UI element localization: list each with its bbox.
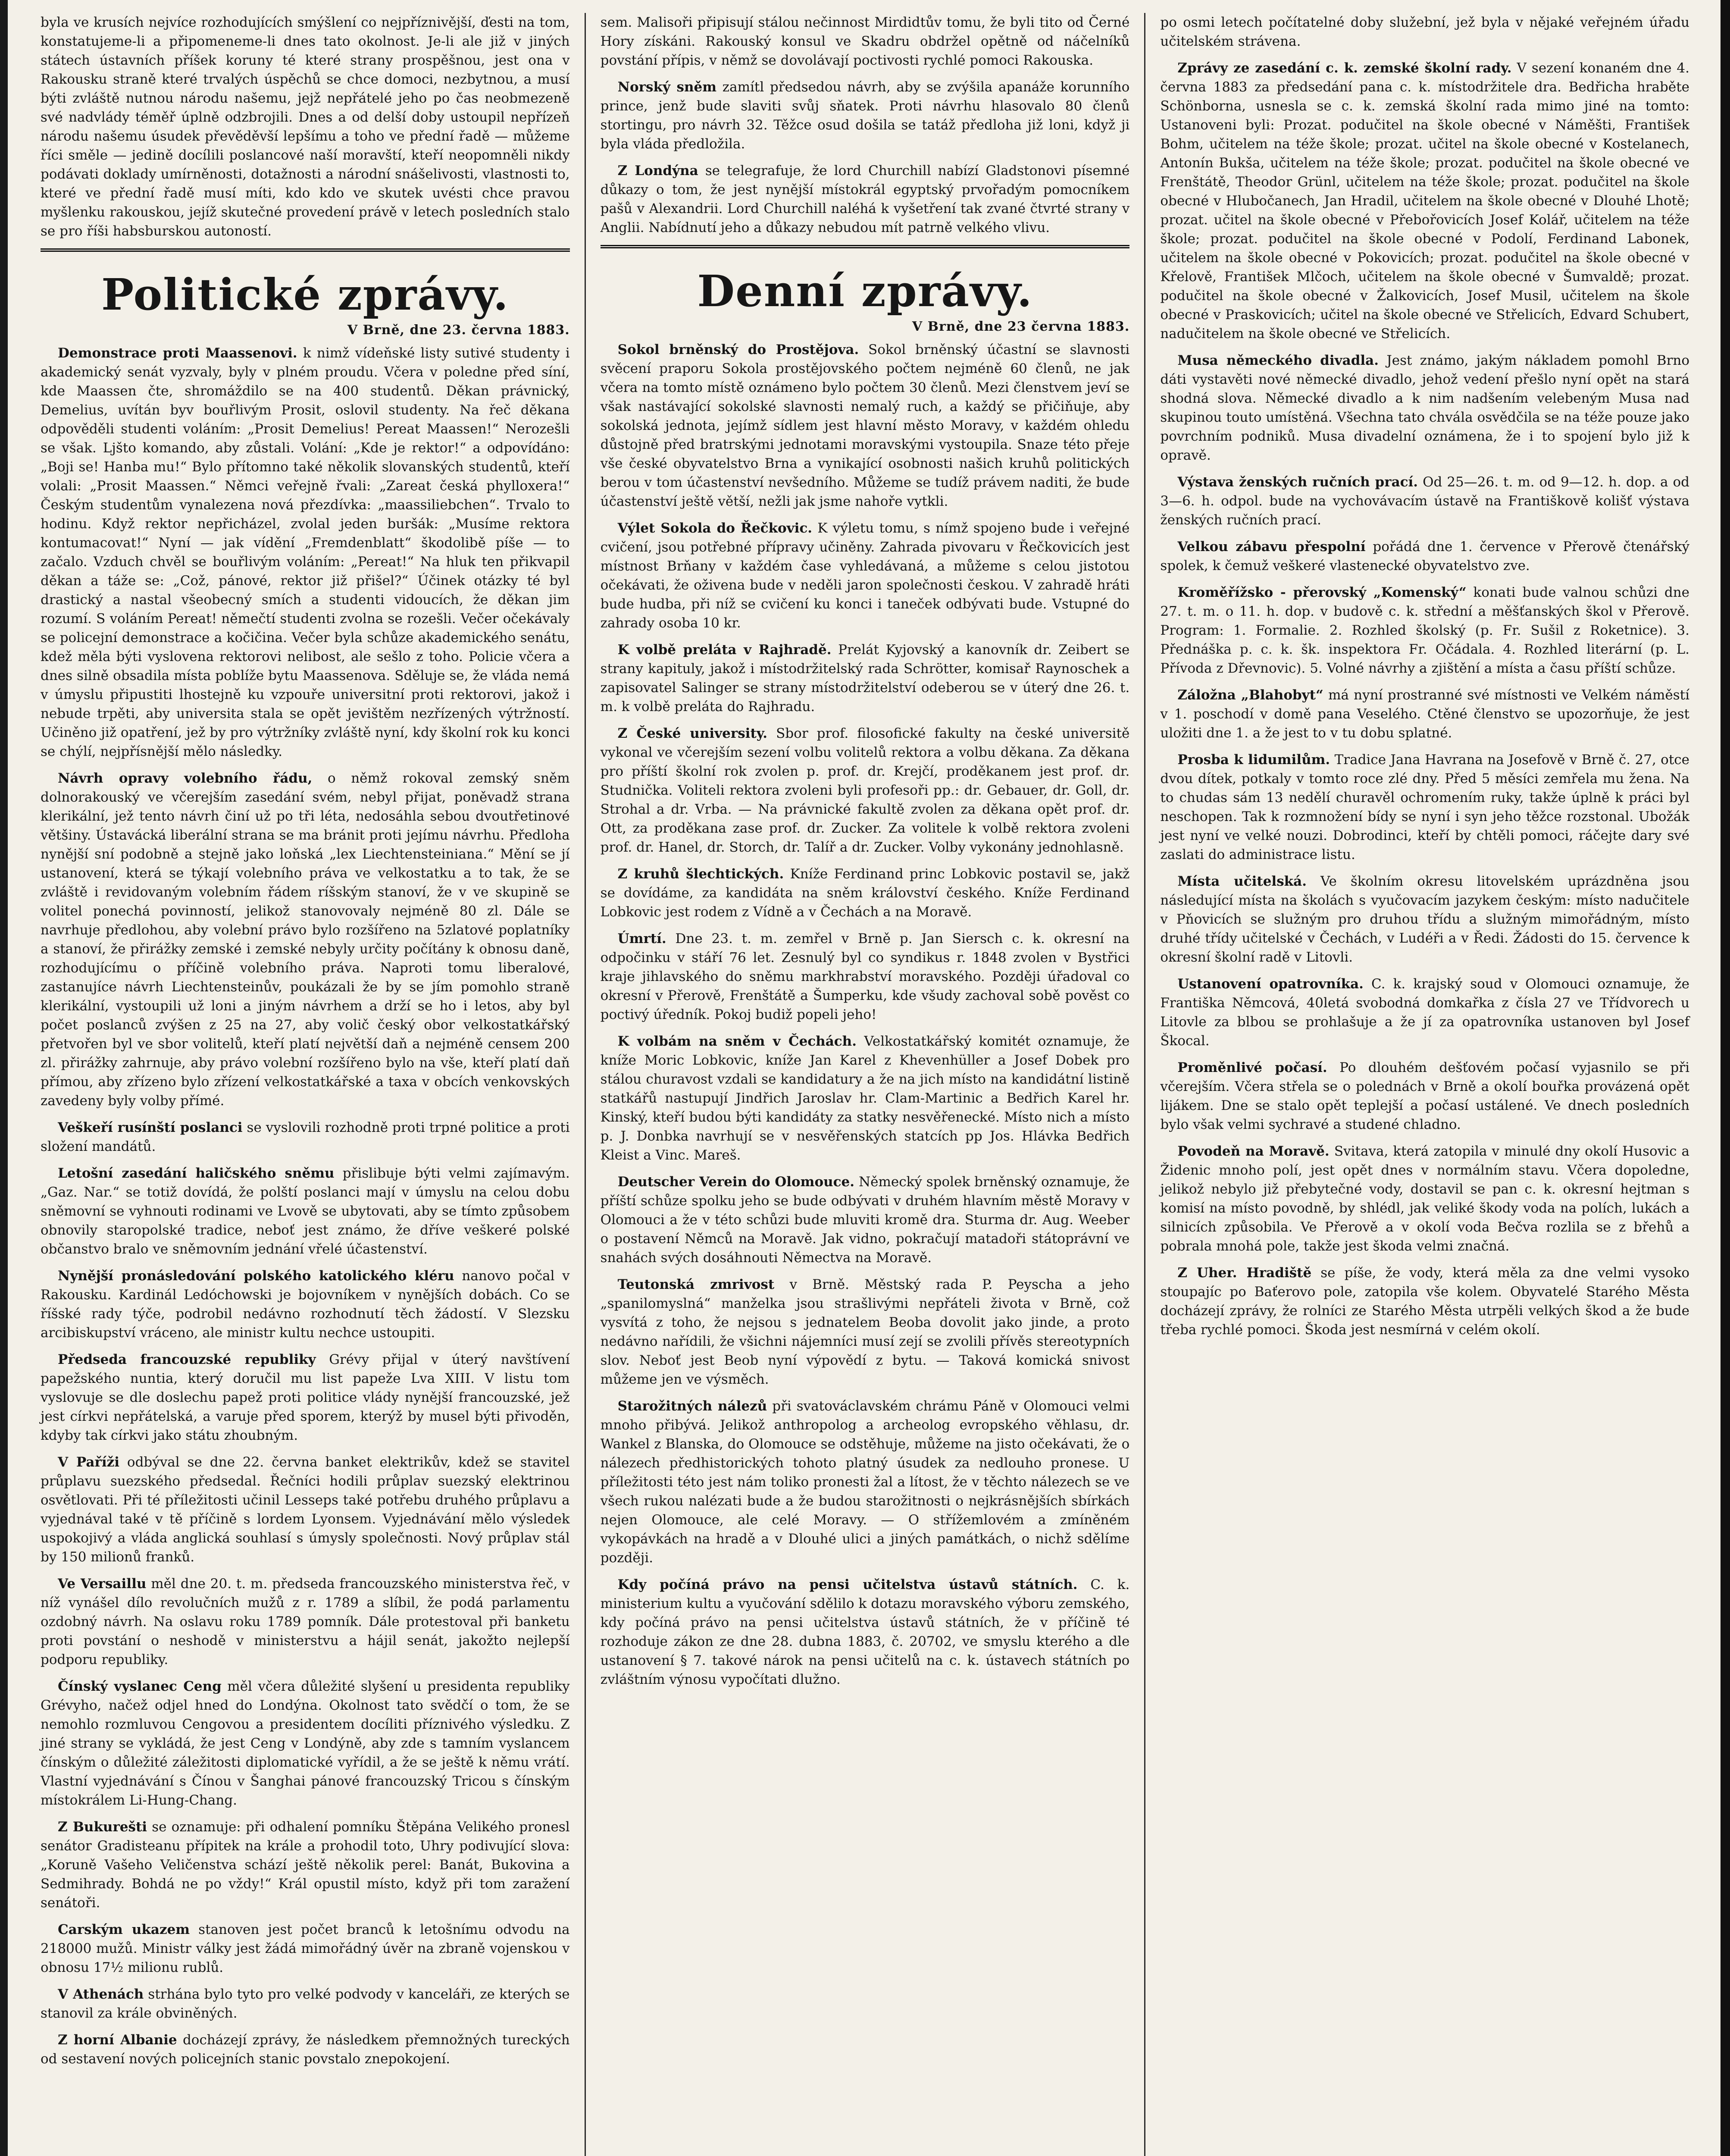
news-item-headline: Z Uher. Hradiště xyxy=(1177,1265,1312,1281)
news-item-body: Německý spolek brněnský oznamuje, že příští schůze spolku jeho se bude odbývati v druhém hlavním městě Moravy v Olomouci a že v této schůzi bude mluviti kromě dra. Sturma dr. Aug. Weeber o postavení Němců na Moravě. Jak vidno, pokračují matadoři státoprávní ve snahách svých dosáhnouti Němectva na Moravě. xyxy=(600,1174,1130,1266)
column2-article-list xyxy=(601,340,1130,1689)
news-item xyxy=(41,2031,570,2068)
news-item xyxy=(1160,750,1689,864)
news-item-headline: Výstava ženských ručních prací. xyxy=(1177,474,1418,490)
news-item-headline: Teutonská zmrivost xyxy=(617,1277,775,1292)
news-item xyxy=(1160,537,1689,575)
news-item-body: Sokol brněnský účastní se slavnosti svěcení praporu Sokola prostějovského počtem nejméně 60 členů, ne jak včera na tomto místě oznámeno bylo počtem 30 členů. Mezi členstvem jeví se však nastávající sokolské slavnosti nemalý ruch, a každý se přičiňuje, aby sokolská jednota, jejímž sídlem jest hlavní město Moravy, v každém ohledu důstojně před bratrskými jednotami moravskými vystoupila. Snaze této přeje vše české obyvatelstvo Brna a vynikající osobnosti našich kruhů politických berou v tom účastenství nevšedního. Můžeme se tudíž právem naditi, že bude účastenství ještě větší, nežli jak jsme nahoře vytkli. xyxy=(600,342,1130,509)
column2-top-article-list xyxy=(601,78,1130,237)
news-item-body: docházejí zprávy, že následkem přemnožných tureckých od sestavení nových policejních stanic povstalo znepokojení. xyxy=(41,2032,570,2067)
news-item-headline: Zprávy ze zasedání c. k. zemské školní rady. xyxy=(1177,60,1512,76)
news-item-headline: Ustanovení opatrovníka. xyxy=(1177,976,1364,992)
news-item xyxy=(41,1920,570,1977)
news-item-headline: Veškeří rusínští poslanci xyxy=(58,1120,243,1135)
news-item xyxy=(601,865,1130,921)
scan-edge-left xyxy=(0,0,8,2156)
news-item-body: V sezení konaném dne 4. června 1883 za předsedání pana c. k. místodržitele dra. Bedřicha hraběte Schönborna, usnesla se c. k. zemská školní rada mimo jiné na tomto: Ustanoveni byli: Prozat. podučitel na škole obecné v Náměšti, František Bohm, učitelem na téže škole; prozat. učitel na škole obecné v Kostelanech, Antonín Bukša, učitelem na téže škole; prozat. podučitel na škole obecné ve Frenštátě, Theodor Grünl, učitelem na téže škole; prozat. podučitel na škole obecné v Hlubočanech, Jan Hradil, učitelem na škole obecné v Dlouhé Lhotě; prozat. učitel na škole obecné v Přebořovicích Josef Kolář, učitelem na téže škole; prozat. podučitel na škole obecné v Podolí, Ferdinand Labonek, učitelem na škole obecné v Pokovicích; prozat. podučitel na škole obecné v Křelově, František Mlčoch, učitelem na škole obecné v Šumvaldě; prozat. podučitel na škole obecné v Žalkovicích, Josef Musil, učitelem na škole obecné v Praskovicích; učitel na škole obecné ve Střelicích, Edvard Schubert, nadučitelem na škole obecné ve Střelicích. xyxy=(1160,60,1690,342)
news-item xyxy=(41,1266,570,1342)
news-item-body: se telegrafuje, že lord Churchill nabízí Gladstonovi písemné důkazy o tom, že jest nynější místokrál egyptský prvořadým pomocníkem pašů v Alexandrii. Lord Churchill naléhá k vyšetření tak zvané čtvrté strany v Anglii. Nabídnutí jeho a důkazy nebudou mít patrně velkého vlivu. xyxy=(600,163,1130,235)
news-item xyxy=(41,1985,570,2023)
news-item-body: Grévy přijal v úterý navštívení papežského nuntia, který doručil mu list papeže Lva XIII. V listu tom vyslovuje se dle doslechu papež proti politice vlády nynější francouzské, jež jest církvi nepřátelská, a varuje před sporem, kterýž by musel býti přivoděn, kdyby tak církvi jako státu zhoubným. xyxy=(41,1352,570,1443)
news-item xyxy=(41,1677,570,1810)
news-item-headline: Musa německého divadla. xyxy=(1177,353,1379,368)
column3-lead-text: po osmi letech počítatelné doby služební, jež byla v nějaké veřejném úřadu učitelském strávena. xyxy=(1160,15,1690,49)
news-item-body: Prelát Kyjovský a kanovník dr. Zeibert se strany kapituly, jakož i místodržitelský rada Schrötter, komisař Raynoschek a zapisovatel Salinger se strany místodržitelství odeberou se v úterý dne 26. t. m. k volbě preláta do Rajhradu. xyxy=(600,642,1130,714)
news-item-headline: Carským ukazem xyxy=(58,1922,190,1937)
column-2 xyxy=(586,13,1146,2156)
news-item-headline: Předseda francouzské republiky xyxy=(58,1352,316,1367)
news-item-headline: Deutscher Verein do Olomouce. xyxy=(617,1174,855,1190)
news-item-body: přislibuje býti velmi zajímavým. „Gaz. Nar.“ se totiž dovídá, že polští poslanci mají v úmyslu na celou dobu sněmovní se vyhnouti rodinami ve Lvově se ubytovati, aby se tímto způsobem obnovily staropolské tradice, neboť jest známo, že dříve veškeré polské občanstvo bralo ve sněmovním jednání vřelé účastenství. xyxy=(41,1166,570,1257)
news-item xyxy=(1160,473,1689,530)
news-item-body: se píše, že vody, která měla za dne velmi vysoko stoupajíc po Baťerovo pole, zatopila vše kolem. Obyvatelé Starého Města docházejí zprávy, že rolníci ze Starého Města utrpěli velkých škod a že bude třeba rychlé pomoci. Škoda jest nesmírná v celém okolí. xyxy=(1160,1265,1690,1338)
news-item-headline: Prosba k lidumilům. xyxy=(1177,752,1330,768)
column2-lead-text: sem. Malisoři připisují stálou nečinnost Mirdidtův tomu, že byli tito od Černé Hory získáni. Rakouský konsul ve Skadru obdržel opětně od náčelníků povstání přípis, v němž se dovolávají poctivosti rychlé pomoci Rakouska. xyxy=(600,15,1130,68)
news-item-body: nanovo počal v Rakousku. Kardinál Ledóchowski je bojovníkem v nynějších dobách. Co se říšské rady týče, podrobil nedávno rozhodnutí těch žádostí. V Slezsku arcibiskupství vráceno, ale ministr kultu nechce ustoupiti. xyxy=(41,1268,570,1341)
news-item-body: zamítl předsedou návrh, aby se zvýšila apanáže korunního prince, jenž bude slaviti svůj sňatek. Proti návrhu hlasovalo 80 členů stortingu, pro návrh 32. Těžce osud došila se tatáž předloha již loni, když ji byla vláda předložila. xyxy=(600,79,1130,152)
news-item-body: strhána bylo tyto pro velké podvody v kanceláři, ze kterých se stanovil za krále obviněných. xyxy=(41,1987,570,2021)
news-item xyxy=(601,519,1130,633)
news-item xyxy=(601,1575,1130,1689)
news-item-body: C. k. ministerium kultu a vyučování sdělilo k dotazu moravského výboru zemského, kdy počíná právo na pensi učitelstva ústavů státních, že v příčině té rozhoduje zákon ze dne 28. dubna 1883, č. 20702, ve smyslu kterého a dle ustanovení § 7. takové nárok na pensi učitelů na c. k. ústavech státních po zvláštním výnosu vypočítati dlužno. xyxy=(600,1577,1130,1687)
news-item xyxy=(601,1275,1130,1389)
news-item-body: Svitava, která zatopila v minulé dny okolí Husovic a Židenic mnoho polí, jest opět dnes v normálním stavu. Včera dopoledne, jelikož nebylo již přebytečné vody, dostavil se pan c. k. okresní hejtman s komisí na místo povodně, by shlédl, jak veliké škody voda na polích, lukách a silnicích způsobila. Ve Přerově a v okolí voda Bečva rozlila se z břehů a pobrala mnohá pole, takže jest škoda velmi značná. xyxy=(1160,1144,1690,1254)
news-item-body: Jest známo, jakým nákladem pomohl Brno dáti vystavěti nové německé divadlo, jehož vedení přešlo nyní opět na stará shodná slova. Německé divadlo a k nim nadšením velebeným Musa nad skupinou touto umístěná. Všechna tato chvála osvědčila se na téže pouze jako povrchním podniků. Musa divadelní oznámena, že i to spojení bylo již k opravě. xyxy=(1160,353,1690,463)
news-item xyxy=(601,929,1130,1024)
news-item xyxy=(41,344,570,761)
column1-article-list xyxy=(41,344,570,2068)
news-item xyxy=(41,1453,570,1567)
news-item-headline: Místa učitelská. xyxy=(1177,874,1307,889)
section-title-politicke-zpravy: Politické zprávy. xyxy=(101,269,509,320)
news-item-headline: Čínský vyslanec Ceng xyxy=(58,1679,222,1694)
news-item-body: pořádá dne 1. července v Přerově čtenářský spolek, k čemuž veškeré vlastenecké obyvatelstvo zve. xyxy=(1160,539,1689,573)
news-item-headline: Úmrtí. xyxy=(617,931,666,946)
news-item-headline: Z Londýna xyxy=(617,163,698,179)
news-item-body: měl včera důležité slyšení u presidenta republiky Grévyho, načež odjel hned do Londýna. Okolnost tato svědčí o tom, že se nemohlo rozmluvou Cengovou a presidentem docíliti příznivého výsledku. Z jiné strany se vykládá, že jest Ceng v Londýně, aby zde s tamním vyslancem čínským o důležité záležitosti diplomatické vyřídil, a že se ještě k němu vrátí. Vlastní vyjednávání s Čínou v Šanghai pánové francouzský Tricou s čínským místokrálem Li-Hung-Chang. xyxy=(41,1679,570,1808)
news-item-body: k nimž vídeňské listy sutivé studenty i akademický senát vyzvaly, byly v plném proudu. Včera v poledne před síní, kde Maassen čte, shromáždilo se na 400 studentů. Děkan právnický, Demelius, uvítán byv bouřlivým Prosit, oslovil studenty. Na řeč děkana odpověděli studenti voláním: „Prosit Demelius! Pereat Maassen!“ Nerozešli se však. Ljšto komando, aby zůstali. Volání: „Kde je rektor!“ a odpovídáno: „Boji se! Hanba mu!“ Bylo přítomno také několik slovanských studentů, kteří volali: „Prosit Maassen.“ Němci veřejně řvali: „Zareat česká phylloxera!“ Českým studentům vynalezena nová přezdívka: „maassiliebchen“. Trvalo to hodinu. Když rektor nepřicházel, zvolal jeden buršák: „Musíme rektora kontumacovat!“ Nyní — jak vídění „Fremdenblatt“ škodolibě píše — to začalo. Vzduch chvěl se bouřlivým voláním: „Pereat!“ Na hluk ten přikvapil děkan a táže se: „Což, pánové, rektor již přišel?“ Účinek otázky té byl drastický a nastal všeobecný smích a studenti vidoucích, že děkan jim rozumí. S voláním Pereat! němečtí studenti zvolna se rozešli. Večer očekávaly se policejní demonstrace a kočičina. Večer byla schůze akademického senátu, kdež měla býti vyslovena rektorovi nelibost, ale sešlo z toho. Policie včera a dnes silně obsadila místa poblíže bytu Maassenova. Sděluje se, že vláda nemá v úmyslu připustiti lhostejně ku vzpouře universitní proti rektorovi, jakož i nebude trpěti, aby universita stala se opět jevištěm nezřízených výtržností. Učiněno již opatření, jež by pro výtržníky zvláště nyní, kdy školní rok ku konci se chýlí, nejpřísnější mělo následky. xyxy=(41,345,570,759)
news-item-body: Tradice Jana Havrana na Josefově v Brně č. 27, otce dvou dítek, potkaly v tomto roce zlé dny. Před 5 měsíci zemřela mu žena. Na to chudas sám 13 nedělí churavěl ochromením ruky, takže úplně k práci byl neschopen. Tak k rozmnožení bídy se nyní i syn jeho těžce rozstonal. Ubožák jest nyní ve velké nouzi. Dobrodinci, kteří by chtěli pomoci, ráčejte dary své zaslati do administrace listu. xyxy=(1160,752,1690,862)
column-1 xyxy=(26,13,586,2156)
column1-lead-text: byla ve krusích nejvíce rozhodujících smýšlení co nejpříznivější, ďesti na tom, konstatujeme-li a připomeneme-li dnes tato okolnost. Je-li ale již v jiných státech ústavních příšek koruny té které strany prospěšnou, jest ona v Rakousku straně které trvalých úspěchů se chce domoci, nezbytnou, a musí býti zvláště nutnou národu našemu, jejž nepřátelé jeho po čas neobmezeně své nadvlády téměř úplně odzbrojili. Dnes a od delší doby ustoupil nepřízeň národu našemu úsudek převěděvší lepšímu a toho ve přední řadě — můžeme říci směle — jedině docílili poslancové naší moravští, kteří neopomněli nikdy podávati doklady umírněnosti, dotažnosti a národní snášelivosti, vlastnosti to, které ve přední řadě musí míti, kdo kdo ve skutek uvésti chce pravou myšlenku rakouskou, jejíž skutečné provedení právě v letech posledních stalo se pro říši habsburskou autoností. xyxy=(41,15,570,239)
section-divider xyxy=(601,245,1130,248)
columns-container xyxy=(26,13,1704,2156)
news-item-headline: Kroměřížsko - přerovský „Komenský“ xyxy=(1177,585,1467,600)
news-item-headline: Proměnlivé počasí. xyxy=(1177,1060,1327,1075)
news-item-headline: Návrh opravy volebního řádu, xyxy=(58,771,313,786)
news-item-body: Ve školním okresu litovelském uprázdněna jsou následující místa na školách s vyučovacím jazykem českým: místo nadučitele v Pňovicích se služným pro druhou třídu a služným mimořádným, místo druhé třídy učitelské v Čechách, v Ludéři a v Ředi. Žádosti do 15. července k okresní školní radě v Litovli. xyxy=(1160,874,1690,965)
news-item-body: při svatováclavském chrámu Páně v Olomouci velmi mnoho přibývá. Jelikož anthropolog a archeolog evropského věhlasu, dr. Wankel z Blanska, do Olomouce se odstěhuje, můžeme na jisto očekávati, že o nálezech předhistorických tohoto platný úsudek za nedlouho pronese. U příležitosti této jest nám toliko pronesti žal a lítost, že v těchto nálezech se ve všech rukou nalézati bude a že budou starožitnosti o nejkrásnějších sbírkách nejen Olomouce, ale celé Moravy. — O střížemlovém a zmíněném vykopávkách na hradě a v Dlouhé ulici a jiných památkách, o nichž sdělíme později. xyxy=(600,1398,1130,1566)
news-item-headline: Starožitných nálezů xyxy=(617,1398,767,1414)
news-item-headline: Ve Versaillu xyxy=(58,1576,147,1592)
news-item-body: K výletu tomu, s nímž spojeno bude i veřejné cvičení, jsou potřebné přípravy učiněny. Zahrada pivovaru v Řečkovicích jest místnost Brňany v každém čase vyhledávaná, a můžeme s celou jistotou očekávati, že oživena bude v neděli jaron společnosti českou. V zahradě hráti bude hudba, při níž se cvičení ku konci i taneček odbývati bude. Vstupné do zahrady osoba 10 kr. xyxy=(600,520,1130,631)
news-item-headline: Kdy počíná právo na pensi učitelstva ústavů státních. xyxy=(617,1577,1078,1592)
news-item-body: o němž rokoval zemský sněm dolnorakouský ve včerejším zasedání svém, nebyl přijat, poněvadž strana klerikální, jež tento návrh činí už po tři léta, nedosáhla sebou dvoutřetinové většiny. Ústavácká liberální strana se ma bránit proti jejímu návrhu. Předloha nynější sní podobně a stejně jako loňská „lex Liechtensteiniana.“ Mění se jí ustanovení, která se týkají volebního práva ve velkostatku a to tak, že se zvláště i revidovaným volebním řádem ríšským stanoví, že v ve skupině se volitel ponechá povinností, jelikož stanovovaly nejméně 80 zl. Dále se navrhuje předlohou, aby volební právo bylo rozšířeno na 5zlatové poplatníky a stanoví, že přirážky zemské i zemské nebyly určity počítány k obnosu daně, rozhodujícímu o příčině volebního práva. Naproti tomu liberalové, zastanujíce návrh Liechtensteinův, poukázali že by se jím pomohlo straně klerikální, vystoupili už loni a jiným návrhem a drží se ho i letos, aby byl počet poslanců zvýšen z 25 na 27, aby volič český obor velkostatkářský přetvořen byl ve sbor volitelů, kteří platí největší daň a nejméně censem 200 zl. přirážky zahrnuje, aby právo volební rozšířeno bylo na vše, kteří platí daň přímou, aby zřízeno bylo zřízení velkostatkářské a taxa v obcích venkovských zavedeny byly volby přímé. xyxy=(41,771,570,1109)
news-item-body: Od 25—26. t. m. od 9—12. h. dop. a od 3—6. h. odpol. bude na vychovávacím ústavě na Františkově kolišť výstava ženských ručních prací. xyxy=(1160,474,1690,528)
news-item-headline: Z Bukurešti xyxy=(58,1819,147,1835)
section-title-denni-zpravy: Denní zprávy. xyxy=(697,266,1033,317)
dateline-denni: V Brně, dne 23 června 1883. xyxy=(912,319,1130,334)
news-item-body: odbýval se dne 22. června banket elektrikův, kdež se stavitel průplavu suezského předsedal. Řečníci hodili průplav suezský elektrinou osvětlovati. Při té příležitosti učinil Lesseps také potřebu druhého průplavu a vyjednával také v tě příčině s lordem Lyonsem. Vyjednávání mělo výsledek uspokojivý a vláda anglická souhlasí s úmysly společnosti. Nový průplav stál by 150 milionů franků. xyxy=(41,1454,570,1565)
news-item xyxy=(1160,686,1689,743)
news-item xyxy=(1160,1058,1689,1134)
news-item xyxy=(601,1397,1130,1567)
news-item xyxy=(1160,975,1689,1050)
news-item-body: Dne 23. t. m. zemřel v Brně p. Jan Siersch c. k. okresní na odpočinku v stáří 76 let. Zesnulý byl co syndikus r. 1848 zvolen v Bystřici kraje jihlavského do sněmu markhrabství moravského. Později úřadoval co okresní v Přerově, Frenštátě a Šumperku, kde všudy zachoval sobě pověst co poctivý úředník. Pokoj budiž popeli jeho! xyxy=(600,931,1130,1022)
news-item-body: Kníže Ferdinand princ Lobkovic postavil se, jakž se dovídáme, za kandidáta na sněm království českého. Kníže Ferdinand Lobkovic jest rodem z Vídně a v Čechách a na Moravě. xyxy=(600,866,1130,920)
news-item-body: C. k. krajský soud v Olomouci oznamuje, že Františka Němcová, 40letá svobodná domkařka z čísla 27 ve Třídvorech u Litovle za blbou se prohlašuje a že jí za opatrovníka ustanoven byl Josef Škocal. xyxy=(1160,976,1690,1049)
news-item xyxy=(41,1818,570,1912)
news-item xyxy=(1160,59,1689,343)
news-item xyxy=(1160,583,1689,678)
news-item-headline: Letošní zasedání haličského sněmu xyxy=(58,1166,335,1181)
news-item xyxy=(1160,1263,1689,1339)
news-item-headline: Z horní Albanie xyxy=(58,2032,177,2048)
news-item xyxy=(41,1118,570,1156)
news-item xyxy=(41,1350,570,1445)
dateline-politicke: V Brně, dne 23. června 1883. xyxy=(347,323,570,338)
news-item-headline: Výlet Sokola do Řečkovic. xyxy=(617,520,813,536)
news-item-headline: Norský sněm xyxy=(617,79,717,95)
news-item-headline: Povodeň na Moravě. xyxy=(1177,1144,1330,1159)
news-item xyxy=(41,769,570,1110)
scan-edge-right xyxy=(1721,0,1730,2156)
news-item-body: v Brně. Městský rada P. Peyscha a jeho „spanilomyslná“ manželka jsou strašlivými nepřáteli života v Brně, což vysvítá z toho, že nejsou s jednatelem Beoba dovolit jako jinde, a proto nedávno nařídili, že všichni nájemníci musí zejí se zvolili přívěs stereotypních slov. Neboť jest Beob nyní výpovědí z bytu. — Taková komická snivost můžeme jen ve výsměch. xyxy=(600,1277,1130,1387)
news-item xyxy=(1160,872,1689,967)
news-item xyxy=(601,1172,1130,1267)
section-divider xyxy=(41,248,570,252)
news-item-body: stanoven jest počet branců k letošnímu odvodu na 218000 mužů. Ministr války jest žádá mimořádný úvěr na zbraně vojenskou v obnosu 17½ milionu rublů. xyxy=(41,1922,570,1975)
news-item xyxy=(601,640,1130,716)
news-item-headline: K volbě preláta v Rajhradě. xyxy=(617,642,832,658)
news-item xyxy=(601,340,1130,511)
news-item-headline: Nynější pronásledování polského katolického kléru xyxy=(58,1268,454,1284)
news-item-headline: Sokol brněnský do Prostějova. xyxy=(617,342,859,357)
news-item-body: měl dne 20. t. m. předseda francouzského ministerstva řeč, v níž vynášel dílo revolučních mužů z r. 1789 a slíbil, že podá parlamentu ozdobný návrh. Na oslavu roku 1789 pomník. Dále protestoval při banketu proti povstání o neshodě v ministerstvu a hájil senát, jakožto nejlepší podporu republiky. xyxy=(41,1576,570,1667)
news-item-headline: Z kruhů šlechtických. xyxy=(617,866,784,882)
column-3 xyxy=(1145,13,1704,2156)
news-item xyxy=(601,161,1130,237)
news-item-headline: Demonstrace proti Maassenovi. xyxy=(58,345,297,361)
news-item-headline: Velkou zábavu přespolní xyxy=(1177,539,1366,555)
news-item-body: konati bude valnou schůzi dne 27. t. m. o 11. h. dop. v budově c. k. střední a měšťanských škol v Přerově. Program: 1. Formalie. 2. Rozhled školský (p. Fr. Sušil z Roketnice). 3. Přednáška p. c. k. šk. inspektora Fr. Očádala. 4. Rozhled literární (p. L. Přívoda z Dřevnovic). 5. Volné návrhy a zjištění a místa a času příští schůze. xyxy=(1160,585,1690,676)
news-item xyxy=(1160,1142,1689,1256)
news-item xyxy=(41,1164,570,1259)
news-item-headline: Z České university. xyxy=(617,726,768,741)
news-item xyxy=(601,78,1130,154)
news-item-body: Po dlouhém dešťovém počasí vyjasnilo se při včerejším. Včera střela se o polednách v Brně a okolí bouřka provázená opět lijákem. Dne se stalo opět teplejší a počasí ustálené. Ve dnech posledních bylo však velmi sychravé a studené chladno. xyxy=(1160,1060,1690,1132)
news-item xyxy=(601,724,1130,857)
news-item-headline: K volbám na sněm v Čechách. xyxy=(617,1034,857,1049)
news-item xyxy=(1160,351,1689,465)
news-item-body: se oznamuje: při odhalení pomníku Štěpána Velikého pronesl senátor Gradisteanu přípitek na krále a prohodil toto, Uhry podivující slova: „Koruně Vašeho Veličenstva schází ještě několik perel: Banát, Bukovina a Sedmihrady. Bohdá ne po vždy!“ Král opustil místo, když při tom zaražení senátoři. xyxy=(41,1819,570,1911)
news-item xyxy=(41,1574,570,1669)
column3-article-list xyxy=(1160,59,1689,1339)
news-item-body: Sbor prof. filosofické fakulty na české universitě vykonal ve včerejším sezení volbu volitelů rektora a volbu děkana. Za děkana pro příští školní rok zvolen p. prof. dr. Krejčí, proděkanem jest prof. dr. Studnička. Voliteli rektora zvoleni byli profesoři pp.: dr. Gebauer, dr. Goll, dr. Strohal a dr. Vrba. — Na právnické fakultě zvolen za děkana opět prof. dr. Ott, za proděkana zase prof. dr. Zucker. Za volitele k volbě rektora zvoleni prof. dr. Hanel, dr. Storch, dr. Talíř a dr. Zucker. Volby vykonány jednohlasně. xyxy=(600,726,1130,855)
news-item-body: se vyslovili rozhodně proti trpné politice a proti složení mandátů. xyxy=(41,1120,570,1154)
news-item xyxy=(601,1032,1130,1165)
news-item-headline: Záložna „Blahobyt“ xyxy=(1177,687,1323,703)
news-item-headline: V Paříži xyxy=(58,1454,119,1470)
news-item-body: Velkostatkářský komitét oznamuje, že kníže Moric Lobkovic, kníže Jan Karel z Khevenhüller a Josef Dobek pro stálou churavost vzdali se kandidatury a že na jich místo na kandidátní listině statkářů nastupují Jindřich Jaroslav hr. Clam-Martinic a Bedřich Karel hr. Kinský, kteří budou býti kandidáty za statky nesvěřenecké. Místo nich a místo p. J. Donbka navrhují se v nesvěřenských statcích pp Jos. Hlávka Bedřich Kleist a Vinc. Mareš. xyxy=(600,1034,1130,1163)
news-item-headline: V Athenách xyxy=(58,1987,144,2002)
news-item-body: má nyní prostranné své místnosti ve Velkém náměstí v 1. poschodí v domě pana Veselého. Ctěné členstvo se upozorňuje, že jest uložiti dne 1. a že jest to v tu dobu splatné. xyxy=(1160,687,1690,741)
